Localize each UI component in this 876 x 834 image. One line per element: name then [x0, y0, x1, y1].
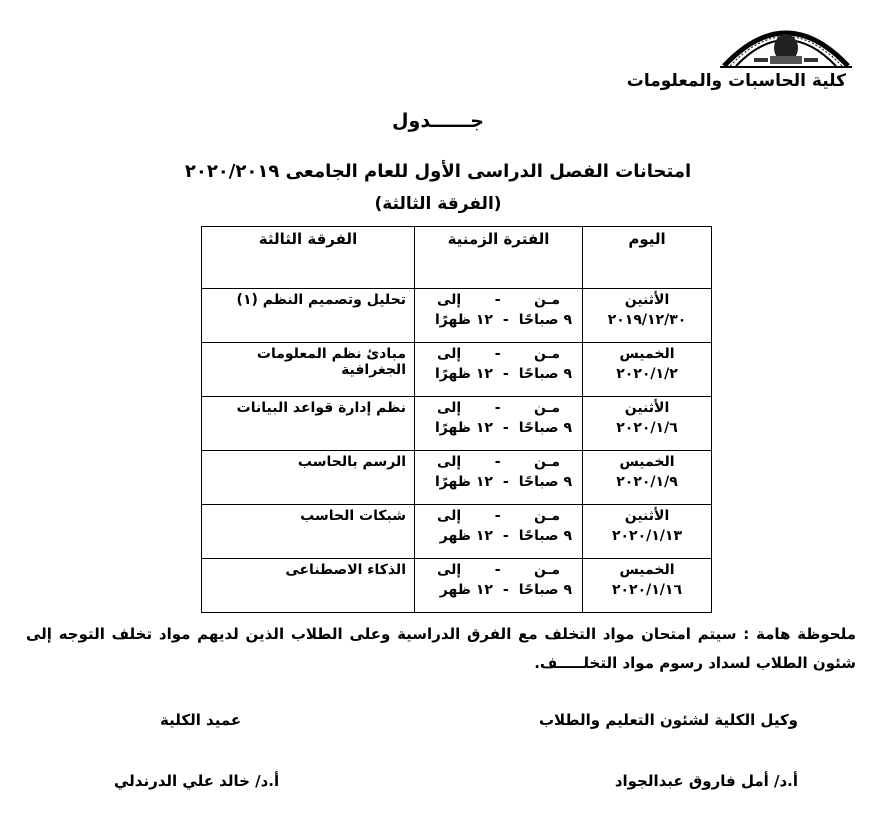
vice-dean-name: أ.د/ أمل فاروق عبدالجواد	[614, 772, 798, 790]
time-end: ١٢ ظهرًا	[435, 474, 493, 490]
time-end: ١٢ ظهرًا	[435, 312, 493, 328]
exam-title: امتحانات الفصل الدراسى الأول للعام الجامعى ٢٠٢٠/٢٠١٩	[184, 161, 692, 182]
table-header-row	[202, 227, 712, 289]
subject-cell: شبكات الحاسب	[202, 505, 415, 559]
day-cell	[583, 397, 712, 451]
time-from-label: مـن	[533, 454, 560, 470]
college-logo	[716, 10, 856, 70]
day-name: الخميس	[619, 562, 675, 578]
time-to-label: إلى	[437, 292, 462, 308]
time-to-label: إلى	[437, 454, 462, 470]
important-note: ملحوظة هامة : سيتم امتحان مواد التخلف مع الفرق الدراسية وعلى الطلاب الذين لديهم مواد تخلف التوجه إلى شئون الطلاب لسداد رسوم مواد التخلـــــف.	[26, 625, 856, 672]
time-start: ٩ صباحًا	[518, 528, 572, 544]
header-day: اليوم	[583, 227, 712, 289]
dean-name: أ.د/ خالد علي الدرندلي	[114, 772, 280, 790]
document-title: جــــــدول	[392, 110, 484, 132]
time-to-label: إلى	[437, 508, 462, 524]
table-row	[202, 397, 712, 451]
time-start: ٩ صباحًا	[518, 312, 572, 328]
time-cell: مـن - إلى ٩ صباحًا - ١٢ ظهرًا	[415, 451, 583, 505]
time-from-label: مـن	[533, 562, 560, 578]
table-row	[202, 559, 712, 613]
day-name: الخميس	[619, 346, 675, 362]
subject-cell: مبادئ نظم المعلومات الجغرافية	[202, 343, 415, 397]
day-date: ٢٠٢٠/١/١٦	[611, 582, 683, 598]
day-date: ٢٠٢٠/١/٩	[616, 474, 678, 490]
time-start: ٩ صباحًا	[518, 420, 572, 436]
exam-schedule-table	[201, 226, 712, 613]
time-end: ١٢ ظهر	[439, 528, 493, 544]
time-cell: مـن - إلى ٩ صباحًا - ١٢ ظهر	[415, 559, 583, 613]
day-cell	[583, 289, 712, 343]
dean-title: عميد الكلية	[160, 711, 242, 729]
time-cell: مـن - إلى ٩ صباحًا - ١٢ ظهر	[415, 505, 583, 559]
subject-cell: تحليل وتصميم النظم (١)	[202, 289, 415, 343]
time-from-label: مـن	[533, 292, 560, 308]
group-subtitle: (الفرقة الثالثة)	[374, 194, 502, 214]
time-to-label: إلى	[437, 562, 462, 578]
time-cell: مـن - إلى ٩ صباحًا - ١٢ ظهرًا	[415, 343, 583, 397]
time-from-label: مـن	[533, 400, 560, 416]
time-start: ٩ صباحًا	[518, 474, 572, 490]
table-row	[202, 451, 712, 505]
day-date: ٢٠٢٠/١/١٣	[611, 528, 683, 544]
college-name: كلية الحاسبات والمعلومات	[626, 71, 846, 91]
day-date: ٢٠٢٠/١/٦	[616, 420, 678, 436]
time-end: ١٢ ظهر	[439, 582, 493, 598]
table-row	[202, 343, 712, 397]
day-name: الأثنين	[624, 292, 670, 308]
vice-dean-title: وكيل الكلية لشئون التعليم والطلاب	[538, 711, 798, 729]
time-start: ٩ صباحًا	[518, 366, 572, 382]
time-start: ٩ صباحًا	[518, 582, 572, 598]
subject-cell: الرسم بالحاسب	[202, 451, 415, 505]
day-name: الأثنين	[624, 400, 670, 416]
time-from-label: مـن	[533, 508, 560, 524]
header-subject: الفرقة الثالثة	[202, 227, 415, 289]
day-cell	[583, 451, 712, 505]
table-row	[202, 289, 712, 343]
day-cell	[583, 505, 712, 559]
time-cell: مـن - إلى ٩ صباحًا - ١٢ ظهرًا	[415, 289, 583, 343]
table-row	[202, 505, 712, 559]
header-time: الفترة الزمنية	[415, 227, 583, 289]
time-cell: مـن - إلى ٩ صباحًا - ١٢ ظهرًا	[415, 397, 583, 451]
day-cell	[583, 559, 712, 613]
day-name: الخميس	[619, 454, 675, 470]
time-end: ١٢ ظهرًا	[435, 366, 493, 382]
time-end: ١٢ ظهرًا	[435, 420, 493, 436]
subject-cell: الذكاء الاصطناعى	[202, 559, 415, 613]
time-to-label: إلى	[437, 346, 462, 362]
day-date: ٢٠٢٠/١/٢	[616, 366, 678, 382]
subject-cell: نظم إدارة قواعد البيانات	[202, 397, 415, 451]
time-from-label: مـن	[533, 346, 560, 362]
time-to-label: إلى	[437, 400, 462, 416]
day-date: ٢٠١٩/١٢/٣٠	[607, 312, 687, 328]
day-name: الأثنين	[624, 508, 670, 524]
day-cell	[583, 343, 712, 397]
